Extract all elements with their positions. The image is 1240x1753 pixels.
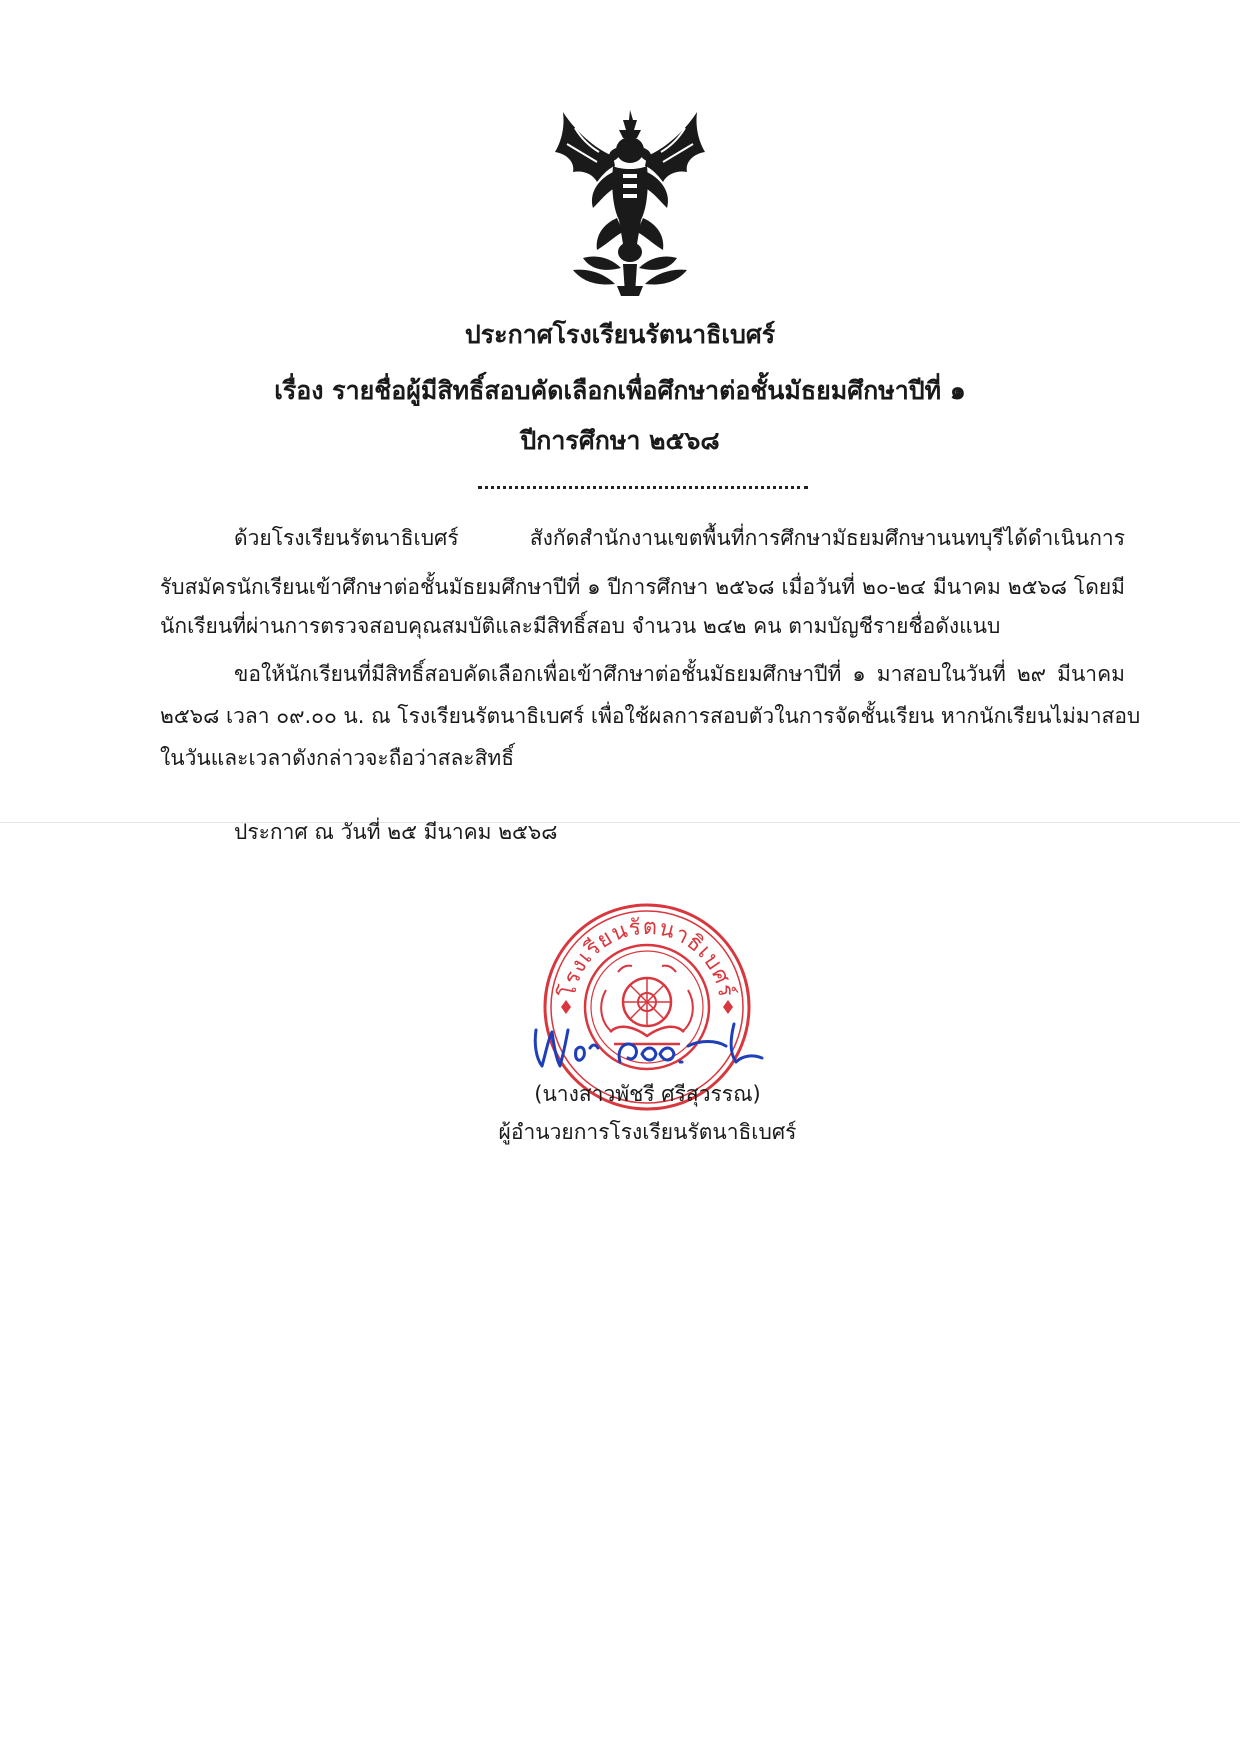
paragraph-1-line-2: รับสมัครนักเรียนเข้าศึกษาต่อชั้นมัธยมศึกษาปีที่ ๑ ปีการศึกษา ๒๕๖๘ เมื่อวันที่ ๒๐-๒๔ มีนาคม ๒๕๖๘ โดยมี <box>160 575 1125 599</box>
announcement-title: ประกาศโรงเรียนรัตนาธิเบศร์ <box>464 320 776 349</box>
paragraph-1-line-1: ด้วยโรงเรียนรัตนาธิเบศร์ สังกัดสำนักงานเขตพื้นที่การศึกษามัธยมศึกษานนทบุรีได้ดำเนินการ <box>234 526 1125 550</box>
scan-artifact-line <box>0 822 1240 823</box>
paragraph-2-line-2: ๒๕๖๘ เวลา ๐๙.๐๐ น. ณ โรงเรียนรัตนาธิเบศร์ เพื่อใช้ผลการสอบตัวในการจัดชั้นเรียน หากนักเรียนไม่มาสอบ <box>160 704 1141 728</box>
paragraph-1-line-3: นักเรียนที่ผ่านการตรวจสอบคุณสมบัติและมีสิทธิ์สอบ จำนวน ๒๔๒ คน ตามบัญชีรายชื่อดังแนบ <box>160 614 1001 638</box>
academic-year: ปีการศึกษา ๒๕๖๘ <box>520 426 720 455</box>
dotted-divider <box>478 480 808 489</box>
seal-text: โรงเรียนรัตนาธิเบศร์ <box>555 914 739 1000</box>
paragraph-2-line-1: ขอให้นักเรียนที่มีสิทธิ์สอบคัดเลือกเพื่อเข้าศึกษาต่อชั้นมัธยมศึกษาปีที่ ๑ มาสอบในวันที่ ๒๙ มีนาคม <box>234 662 1125 686</box>
announcement-subject: เรื่อง รายชื่อผู้มีสิทธิ์สอบคัดเลือกเพื่อศึกษาต่อชั้นมัธยมศึกษาปีที่ ๑ <box>274 376 966 405</box>
signature-icon <box>530 1010 780 1080</box>
garuda-emblem-icon <box>553 108 708 298</box>
paragraph-2-line-3: ในวันและเวลาดังกล่าวจะถือว่าสละสิทธิ์ <box>160 746 515 770</box>
signer-position: ผู้อำนวยการโรงเรียนรัตนาธิเบศร์ <box>498 1120 797 1144</box>
signer-name: (นางสาวพัชรี ศรีสุวรรณ) <box>534 1082 761 1106</box>
announcement-date: ประกาศ ณ วันที่ ๒๕ มีนาคม ๒๕๖๘ <box>234 820 558 844</box>
